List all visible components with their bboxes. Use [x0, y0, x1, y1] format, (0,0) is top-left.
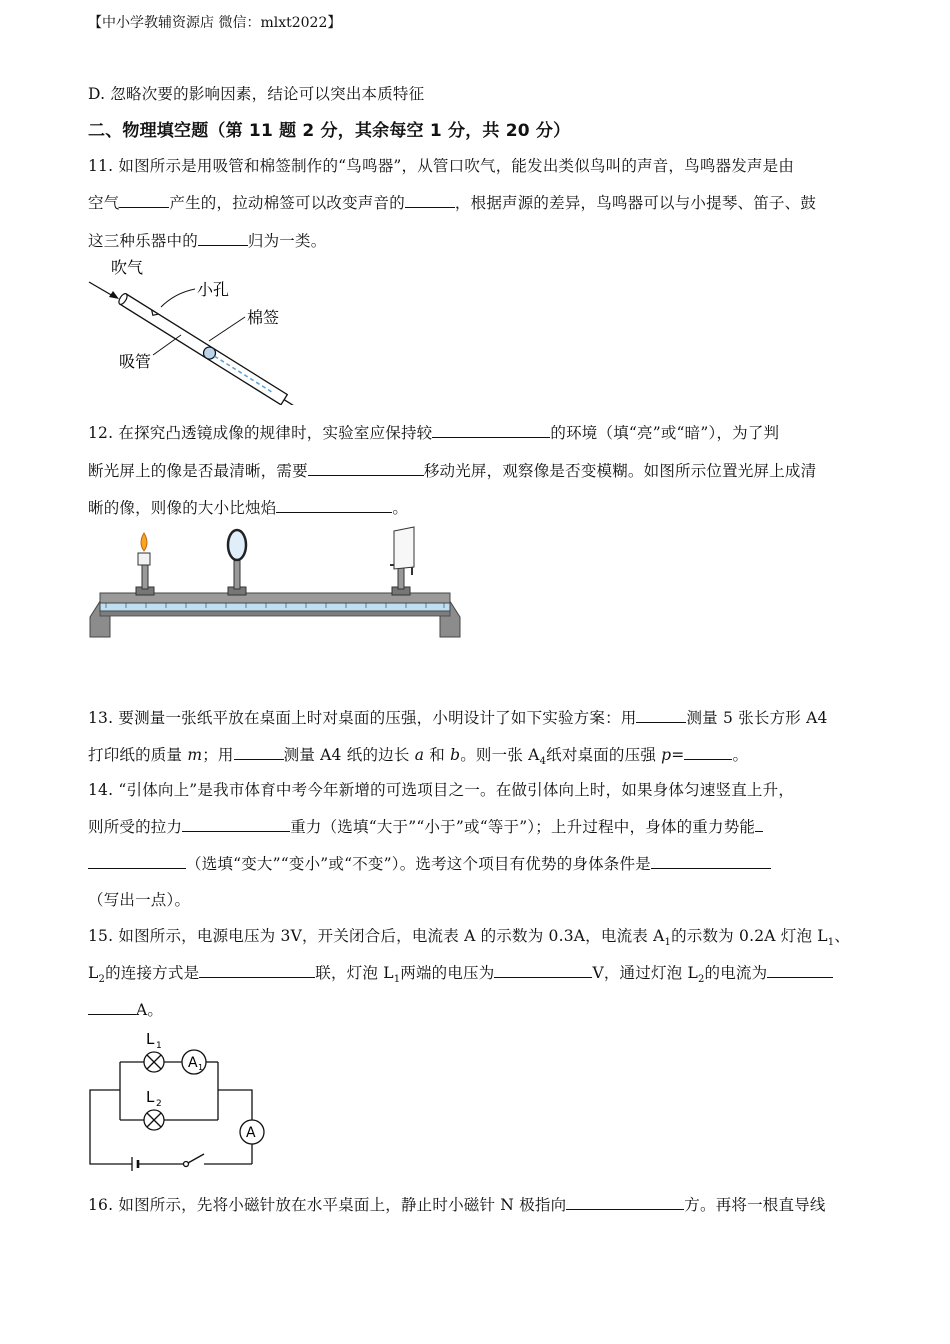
q16-line1: 16. 如图所示，先将小磁针放在水平桌面上，静止时小磁针 N 极指向 方。再将一根直导线	[88, 1196, 826, 1214]
blank[interactable]	[88, 1000, 136, 1015]
blank[interactable]	[405, 193, 455, 208]
circuit-figure	[84, 1024, 274, 1174]
blank[interactable]	[199, 963, 315, 978]
q14-line1: 14. “引体向上”是我市体育中考今年新增的可选项目之一。在做引体向上时，如果身体匀速竖直上升，	[88, 781, 795, 799]
blank[interactable]	[276, 498, 392, 513]
q14-line3: （选填“变大”“变小”或“不变”）。选考这个项目有优势的身体条件是	[88, 852, 771, 874]
label-l1-sub: 1	[156, 1041, 162, 1051]
blank[interactable]	[684, 745, 732, 760]
label-l2: L	[146, 1088, 155, 1106]
blank[interactable]	[636, 708, 686, 723]
optical-bench-figure	[86, 525, 466, 650]
label-hole: 小孔	[197, 280, 230, 299]
blank[interactable]	[432, 423, 550, 438]
label-l2-sub: 2	[156, 1099, 162, 1109]
lamp-l1	[144, 1052, 164, 1072]
q12-line2: 断光屏上的像是否最清晰，需要 移动光屏，观察像是否变模糊。如图所示位置光屏上成清	[88, 462, 817, 480]
blank[interactable]	[119, 193, 169, 208]
label-swab: 棉签	[247, 308, 280, 327]
q14-line2: 则所受的拉力 重力（选填“大于”“小于”或“等于”）；上升过程中，身体的重力势能	[88, 815, 763, 837]
section-title: 二、物理填空题（第 11 题 2 分，其余每空 1 分，共 20 分）	[88, 121, 571, 141]
page-header: 【中小学教辅资源店 微信：mlxt2022】	[88, 15, 342, 31]
q12-line1: 12. 在探究凸透镜成像的规律时，实验室应保持较 的环境（填“亮”或“暗”），为了判	[88, 424, 780, 442]
q11-line1: 11. 如图所示是用吸管和棉签制作的“鸟鸣器”，从管口吹气，能发出类似鸟叫的声音，鸟鸣器发声是由	[88, 157, 795, 175]
blank[interactable]	[651, 854, 771, 869]
label-blow: 吹气	[111, 258, 144, 277]
blank[interactable]	[494, 963, 592, 978]
blank[interactable]	[308, 461, 424, 476]
q14-line4: （写出一点）。	[88, 891, 191, 909]
blank[interactable]	[767, 963, 833, 978]
blank[interactable]	[182, 817, 290, 832]
label-straw: 吸管	[119, 352, 152, 371]
label-l1: L	[146, 1030, 155, 1048]
q11-line3: 这三种乐器中的 归为一类。	[88, 232, 327, 250]
label-a1: A	[188, 1055, 198, 1071]
blank[interactable]	[234, 745, 284, 760]
q12-line3: 晰的像，则像的大小比烛焰 。	[88, 499, 409, 517]
q15-line2: $L_2$的连接方式是 联，灯泡 $L_1$两端的电压为 V，通过灯泡 $L_2$的电流为	[88, 961, 833, 985]
q15-line1: 15. 如图所示，电源电压为 3V，开关闭合后，电流表 A 的示数为 0.3A，电流表 $A_1$的示数为 0.2A 灯泡 $L_1$、	[88, 927, 851, 949]
blank[interactable]	[88, 854, 186, 869]
q13-line1: 13. 要测量一张纸平放在桌面上时对桌面的压强，小明设计了如下实验方案：用 测量 5 张长方形 A4	[88, 709, 828, 727]
blank[interactable]	[566, 1195, 684, 1210]
blank[interactable]	[198, 231, 248, 246]
blank[interactable]	[755, 817, 763, 832]
q15-line3: A。	[88, 998, 163, 1020]
label-a1-sub: 1	[198, 1063, 204, 1072]
bird-whistle-figure	[85, 255, 315, 405]
option-d: D. 忽略次要的影响因素，结论可以突出本质特征	[88, 85, 425, 103]
q11-line2: 空气 产生的，拉动棉签可以改变声音的 ，根据声源的差异，鸟鸣器可以与小提琴、笛子、鼓	[88, 194, 817, 212]
lamp-l2	[144, 1110, 164, 1130]
q13-line2: 打印纸的质量 m；用 测量 A4 纸的边长 a 和 b。则一张 $A_4$纸对桌面的压强 p= 。	[88, 746, 749, 768]
label-a: A	[246, 1125, 256, 1141]
